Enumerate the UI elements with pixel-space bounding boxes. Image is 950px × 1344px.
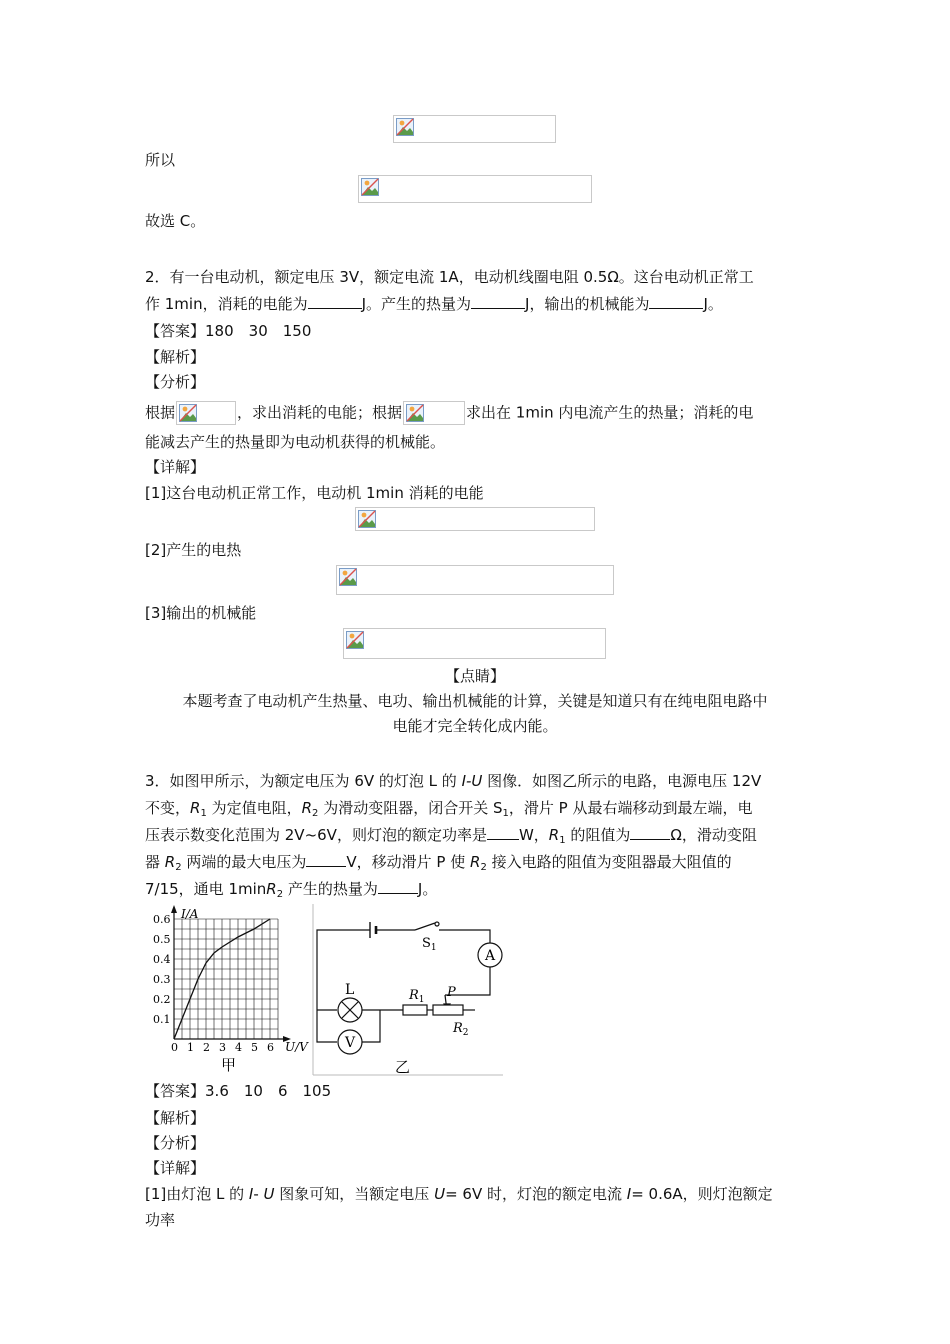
formula-image xyxy=(336,565,614,595)
x-tick-label: 5 xyxy=(251,1041,258,1054)
broken-image-icon xyxy=(361,178,379,196)
x-tick-label: 2 xyxy=(203,1041,210,1054)
q2-analysis-line1: 根据 ，求出消耗的电能；根据 求出在 1min 内电流产生的热量；消耗的电 xyxy=(145,401,753,425)
ammeter-label: A xyxy=(485,948,496,964)
q3-line5: 7/15，通电 1minR$_2$ 产生的热量为 J。 xyxy=(145,880,438,900)
graph-caption: 甲 xyxy=(221,1056,237,1074)
broken-image-icon xyxy=(406,404,424,422)
answer-blank[interactable] xyxy=(378,879,418,894)
q2-line2: 作 1min，消耗的电能为 J。产生的热量为 J，输出的机械能为 J。 xyxy=(145,295,723,313)
y-tick-label: 0.4 xyxy=(153,953,171,966)
q3-line1: 3．如图甲所示，为额定电压为 6V 的灯泡 L 的 I-U 图像．如图乙所示的电路，电源电压 12V xyxy=(145,772,762,790)
broken-image-icon xyxy=(339,568,357,586)
r1-symbol xyxy=(403,1005,427,1015)
x-tick-labels xyxy=(171,1041,274,1054)
y-axis-label: I/A xyxy=(181,907,199,921)
r2-symbol xyxy=(433,1005,463,1015)
x-tick-label: 3 xyxy=(219,1041,226,1054)
q2-jiexi-heading: 【解析】 xyxy=(145,348,206,366)
broken-image-icon xyxy=(358,510,376,528)
q2-dianjing-heading: 【点睛】 xyxy=(444,667,505,685)
circuit-caption: 乙 xyxy=(395,1058,411,1076)
x-tick-label: 0 xyxy=(171,1041,178,1054)
q2-comment-line1: 本题考查了电动机产生热量、电功、输出机械能的计算，关键是知道只有在纯电阻电路中 xyxy=(182,692,768,710)
lamp-label: L xyxy=(345,982,355,998)
q3-fenxi-heading: 【分析】 xyxy=(145,1134,206,1152)
formula-image xyxy=(355,507,595,531)
switch-label: $S_1$ xyxy=(422,936,437,953)
text-conclusion: 故选 C。 xyxy=(145,212,206,230)
x-tick-label: 4 xyxy=(235,1041,242,1054)
answer-blank[interactable] xyxy=(630,825,670,840)
q2-number: 2． xyxy=(145,268,170,286)
r2-label: $R_2$ xyxy=(453,1021,469,1038)
answer-blank[interactable] xyxy=(471,294,525,309)
q3-step1-line2: 功率 xyxy=(145,1211,176,1229)
formula-image xyxy=(176,401,236,425)
q2-comment-line2: 电能才完全转化成内能。 xyxy=(392,717,558,735)
q2-step3: [3]输出的机械能 xyxy=(145,604,257,622)
answer-blank[interactable] xyxy=(487,825,519,840)
q2-xiangjie-heading: 【详解】 xyxy=(145,458,206,476)
q3-line3: 压表示数变化范围为 2V~6V，则灯泡的额定功率是 W，$R_1$ 的阻值为 Ω，滑动变阻 xyxy=(145,826,757,846)
r1-label: $R_1$ xyxy=(409,988,425,1005)
q3-line4: 器 $R_2$ 两端的最大电压为 V，移动滑片 P 使 $R_2$ 接入电路的阻值为变阻器最大阻值的 xyxy=(145,853,732,873)
formula-image xyxy=(393,115,556,143)
q3-number: 3． xyxy=(145,772,170,790)
graph-grid xyxy=(174,919,278,1039)
y-tick-labels xyxy=(153,913,171,1026)
formula-image xyxy=(358,175,592,203)
formula-image xyxy=(343,628,606,659)
answer-blank[interactable] xyxy=(306,852,346,867)
y-tick-label: 0.1 xyxy=(153,1013,171,1026)
q3-jiexi-heading: 【解析】 xyxy=(145,1109,206,1127)
circuit-diagram xyxy=(313,904,503,1075)
q2-step2: [2]产生的电热 xyxy=(145,541,242,559)
x-tick-label: 1 xyxy=(187,1041,194,1054)
y-tick-label: 0.5 xyxy=(153,933,171,946)
answer-blank[interactable] xyxy=(649,294,703,309)
x-axis-label: U/V xyxy=(285,1040,308,1054)
answer-blank[interactable] xyxy=(308,294,362,309)
q3-xiangjie-heading: 【详解】 xyxy=(145,1159,206,1177)
p-label: P xyxy=(447,985,456,1000)
q3-line2: 不变，$R_1$ 为定值电阻，$R_2$ 为滑动变阻器，闭合开关 $S_1$，滑片 P 从最右端移动到最左端，电 xyxy=(145,799,753,819)
broken-image-icon xyxy=(346,631,364,649)
q2-analysis-line2: 能减去产生的热量即为电动机获得的机械能。 xyxy=(145,433,446,451)
formula-image xyxy=(403,401,465,425)
y-tick-label: 0.2 xyxy=(153,993,171,1006)
q2-step1: [1]这台电动机正常工作，电动机 1min 消耗的电能 xyxy=(145,484,484,502)
q2-fenxi-heading: 【分析】 xyxy=(145,373,206,391)
y-tick-label: 0.3 xyxy=(153,973,171,986)
broken-image-icon xyxy=(179,404,197,422)
q3-step1: [1]由灯泡 L 的 I- U 图象可知，当额定电压 U= 6V 时，灯泡的额定电流 I= 0.6A，则灯泡额定 xyxy=(145,1185,773,1203)
q2-line1: 2．有一台电动机，额定电压 3V，额定电流 1A，电动机线圈电阻 0.5Ω。这台电动机正常工 xyxy=(145,268,754,286)
broken-image-icon xyxy=(396,118,414,136)
text-suoyi: 所以 xyxy=(145,151,176,169)
q2-answer: 【答案】180 30 150 xyxy=(145,322,312,340)
voltmeter-label: V xyxy=(345,1035,356,1051)
q3-answer: 【答案】3.6 10 6 105 xyxy=(145,1082,332,1100)
y-axis-arrow xyxy=(171,905,177,913)
y-tick-label: 0.6 xyxy=(153,913,171,926)
q3-figure xyxy=(145,902,510,1077)
x-tick-label: 6 xyxy=(267,1041,274,1054)
